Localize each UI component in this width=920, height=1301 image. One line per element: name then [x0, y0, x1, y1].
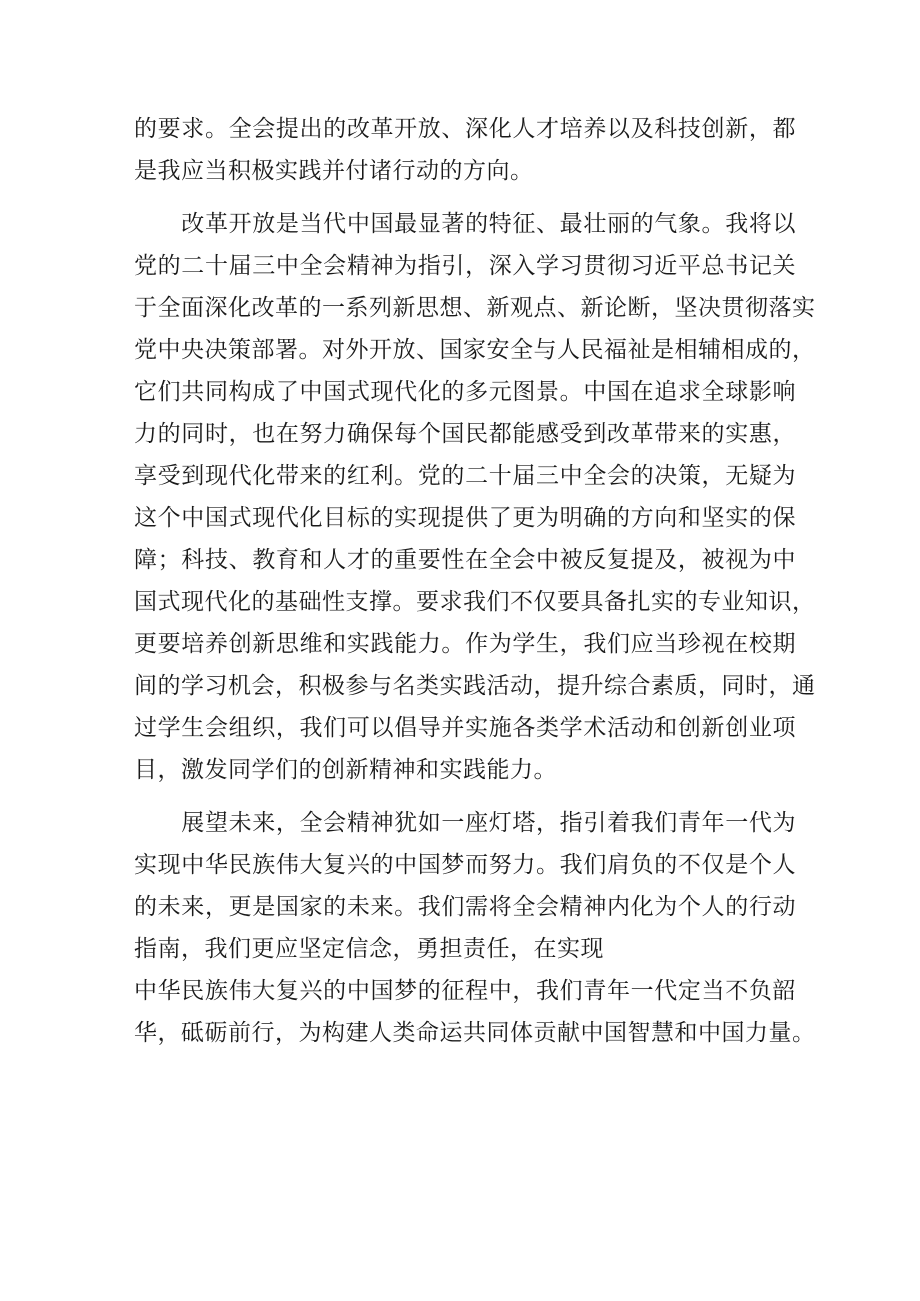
- paragraph-2: [134, 203, 816, 791]
- paragraph-3: [134, 802, 816, 1054]
- text-line: 指南，我们更应坚定信念，勇担责任，在实现: [134, 936, 604, 962]
- text-line: 更要培养创新思维和实践能力。作为学生，我们应当珍视在校期: [134, 631, 796, 657]
- text-line: 的要求。全会提出的改革开放、深化人才培养以及科技创新，都: [134, 116, 796, 142]
- text-line: 的未来，更是国家的未来。我们需将全会精神内化为个人的行动: [134, 894, 796, 920]
- text-line: 障；科技、教育和人才的重要性在全会中被反复提及，被视为中: [134, 547, 796, 573]
- text-line: 间的学习机会，积极参与名类实践活动，提升综合素质，同时，通: [134, 673, 816, 699]
- text-line: 这个中国式现代化目标的实现提供了更为明确的方向和坚实的保: [134, 505, 796, 531]
- text-line: 目，激发同学们的创新精神和实践能力。: [134, 757, 557, 783]
- text-line: 展望未来，全会精神犹如一座灯塔，指引着我们青年一代为: [134, 810, 796, 836]
- text-line: 它们共同构成了中国式现代化的多元图景。中国在追求全球影响: [134, 379, 796, 405]
- text-line: 是我应当积极实践并付诸行动的方向。: [134, 158, 534, 184]
- text-line: 改革开放是当代中国最显著的特征、最壮丽的气象。我将以: [134, 211, 796, 237]
- text-line: 党的二十届三中全会精神为指引，深入学习贯彻习近平总书记关: [134, 253, 796, 279]
- text-line: 华，砥砺前行，为构建人类命运共同体贡献中国智慧和中国力量。: [134, 1020, 816, 1046]
- text-line: 国式现代化的基础性支撑。要求我们不仅要具备扎实的专业知识，: [134, 589, 816, 615]
- text-line: 中华民族伟大复兴的中国梦的征程中，我们青年一代定当不负韶: [134, 978, 796, 1004]
- document-body: [134, 108, 816, 1054]
- text-line: 力的同时，也在努力确保每个国民都能感受到改革带来的实惠，: [134, 421, 796, 447]
- text-line: 党中央决策部署。对外开放、国家安全与人民福祉是相辅相成的，: [134, 337, 816, 363]
- text-line: 享受到现代化带来的红利。党的二十届三中全会的决策，无疑为: [134, 463, 796, 489]
- text-line: 实现中华民族伟大复兴的中国梦而努力。我们肩负的不仅是个人: [134, 852, 796, 878]
- text-line: 过学生会组织，我们可以倡导并实施各类学术活动和创新创业项: [134, 715, 796, 741]
- paragraph-1: [134, 108, 796, 192]
- text-line: 于全面深化改革的一系列新思想、新观点、新论断，坚决贯彻落实: [134, 295, 816, 321]
